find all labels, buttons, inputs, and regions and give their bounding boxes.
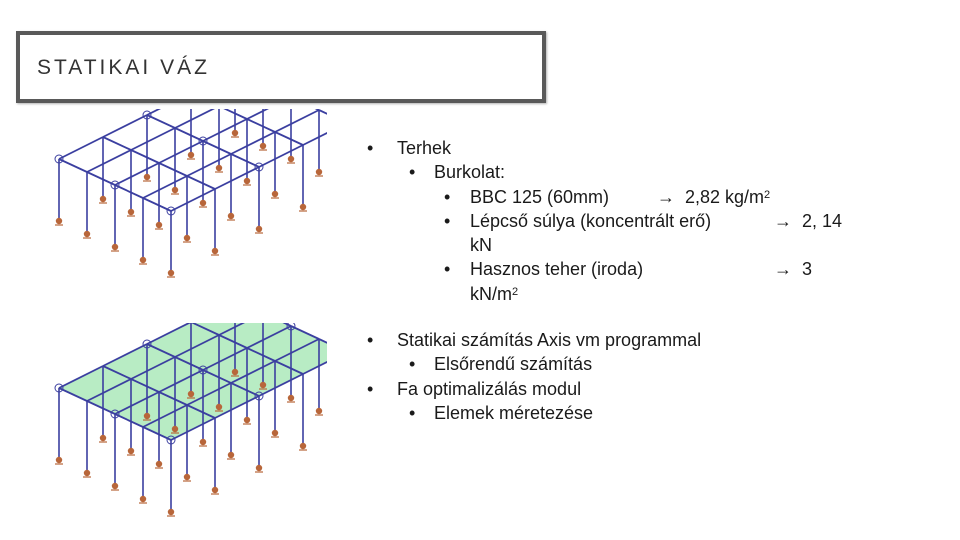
bullet-hasznos: • Hasznos teher (iroda) → 3: [367, 257, 847, 281]
bullet-statikai: • Statikai számítás Axis vm programmal: [367, 330, 702, 351]
beam: [103, 115, 147, 137]
beam: [187, 154, 231, 176]
support-icon: [300, 443, 306, 449]
support-icon: [184, 474, 190, 480]
support-icon: [100, 435, 106, 441]
support-icon: [228, 213, 234, 219]
support-icon: [84, 231, 90, 237]
beam: [147, 115, 175, 128]
beam: [147, 109, 191, 115]
support-icon: [172, 187, 178, 193]
frame-model-drawing: [19, 109, 327, 321]
beam: [175, 109, 219, 128]
support-icon: [212, 248, 218, 254]
support-icon: [244, 417, 250, 423]
support-icon: [144, 174, 150, 180]
bullet-list: [367, 136, 847, 425]
beam: [175, 128, 203, 141]
bullet-elemek: • Elemek méretezése: [409, 402, 594, 423]
support-icon: [288, 156, 294, 162]
support-icon: [184, 235, 190, 241]
support-icon: [156, 222, 162, 228]
frame-model-loaded-drawing: [19, 323, 327, 535]
beam: [115, 185, 143, 198]
frame-model-loaded-image: [19, 323, 327, 535]
support-icon: [128, 209, 134, 215]
support-icon: [168, 270, 174, 276]
arrow-icon: →: [774, 210, 792, 231]
beam: [203, 141, 231, 154]
beam: [159, 163, 187, 176]
bullet-terhek: • Terhek: [367, 138, 452, 158]
beam: [291, 109, 319, 110]
beam: [247, 109, 291, 119]
support-icon: [172, 426, 178, 432]
beam: [87, 150, 131, 172]
beam: [231, 132, 275, 154]
beam: [171, 189, 215, 211]
support-icon: [168, 509, 174, 515]
support-icon: [144, 413, 150, 419]
bullet-bbc: • BBC 125 (60mm) → 2,82 $kg/m^2$: [367, 185, 847, 209]
support-icon: [256, 465, 262, 471]
bbc-value: 2,82 $kg/m^2$: [685, 186, 771, 207]
support-icon: [260, 143, 266, 149]
beam: [219, 109, 247, 119]
support-icon: [200, 200, 206, 206]
support-icon: [112, 244, 118, 250]
support-icon: [256, 226, 262, 232]
support-icon: [140, 496, 146, 502]
support-icon: [272, 430, 278, 436]
beam: [103, 137, 131, 150]
beam: [231, 154, 259, 167]
beam: [215, 167, 259, 189]
support-icon: [56, 457, 62, 463]
bullet-fa: • Fa optimalizálás modul: [367, 378, 582, 399]
support-icon: [216, 404, 222, 410]
lepcso-unit: kN: [470, 235, 492, 256]
bullet-lepcso: • Lépcső súlya (koncentrált erő) → 2, 14: [367, 209, 847, 233]
support-icon: [156, 461, 162, 467]
arrow-icon: →: [774, 259, 792, 280]
beam: [275, 132, 303, 145]
support-icon: [140, 257, 146, 263]
support-icon: [272, 191, 278, 197]
arrow-icon: →: [657, 186, 675, 207]
beam: [159, 141, 203, 163]
slide-title: STATIKAI VÁZ: [37, 56, 210, 79]
beam: [259, 145, 303, 167]
beam: [59, 137, 103, 159]
support-icon: [84, 470, 90, 476]
support-icon: [300, 204, 306, 210]
support-icon: [316, 408, 322, 414]
beam: [187, 176, 215, 189]
beam: [247, 119, 275, 132]
hasznos-unit: $kN/m^2$: [470, 283, 519, 304]
bullet-elsorendu: • Elsőrendű számítás: [409, 354, 593, 375]
support-icon: [212, 487, 218, 493]
support-icon: [244, 178, 250, 184]
hasznos-value: 3: [802, 259, 813, 280]
support-icon: [232, 130, 238, 136]
support-icon: [316, 169, 322, 175]
support-icon: [100, 196, 106, 202]
support-icon: [228, 452, 234, 458]
support-icon: [188, 152, 194, 158]
beam: [203, 119, 247, 141]
beam: [131, 128, 175, 150]
support-icon: [200, 439, 206, 445]
support-icon: [56, 218, 62, 224]
title-box: [16, 31, 546, 103]
bullet-burkolat: • Burkolat:: [409, 162, 506, 183]
support-icon: [260, 382, 266, 388]
beam: [319, 110, 327, 123]
beam: [115, 163, 159, 185]
beam: [275, 110, 319, 132]
support-icon: [128, 448, 134, 454]
beam: [87, 172, 115, 185]
support-icon: [112, 483, 118, 489]
support-icon: [232, 369, 238, 375]
support-icon: [288, 395, 294, 401]
lepcso-value: 2, 14: [802, 210, 843, 231]
beam: [143, 198, 171, 211]
beam: [131, 150, 159, 163]
beam: [143, 176, 187, 198]
beam: [303, 123, 327, 145]
support-icon: [188, 391, 194, 397]
support-icon: [216, 165, 222, 171]
beam: [59, 159, 87, 172]
frame-model-image: [19, 109, 327, 321]
